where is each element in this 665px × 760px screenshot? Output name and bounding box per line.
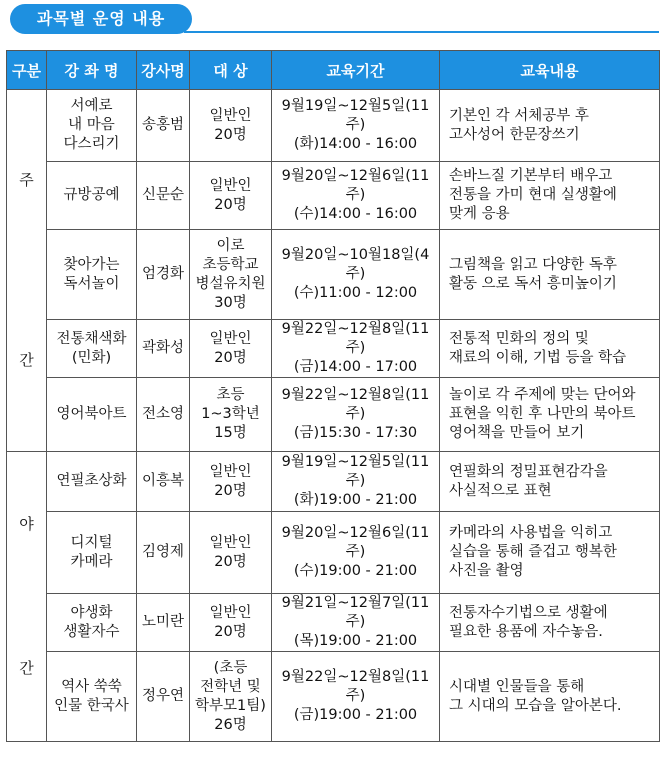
header-content: 교육내용 <box>440 51 660 90</box>
teacher-name: 신문순 <box>137 162 190 230</box>
division-night <box>7 452 47 742</box>
content: 손바느질 기본부터 배우고 전통을 가미 현대 실생활에 맞게 응용 <box>440 162 660 230</box>
table-row <box>7 512 660 594</box>
target: (초등 전학년 및 학부모1팀) 26명 <box>190 652 272 742</box>
content: 카메라의 사용법을 익히고 실습을 통해 즐겁고 행복한 사진을 촬영 <box>440 512 660 594</box>
teacher-name: 전소영 <box>137 378 190 452</box>
course-name: 연필초상화 <box>47 452 137 512</box>
target: 일반인 20명 <box>190 320 272 378</box>
section-title: 과목별 운영 내용 <box>10 4 192 34</box>
header-division: 구분 <box>7 51 47 90</box>
teacher-name: 김영제 <box>137 512 190 594</box>
division-day-char-2: 간 <box>19 351 34 370</box>
target: 일반인 20명 <box>190 452 272 512</box>
content: 연필화의 정밀표현감각을 사실적으로 표현 <box>440 452 660 512</box>
content: 기본인 각 서체공부 후 고사성어 한문장쓰기 <box>440 90 660 162</box>
division-night-char-1: 야 <box>19 514 34 533</box>
teacher-name: 정우연 <box>137 652 190 742</box>
table-row <box>7 652 660 742</box>
period: 9월22일~12월8일(11주) (금)19:00 - 21:00 <box>272 652 440 742</box>
teacher-name: 이흥복 <box>137 452 190 512</box>
course-name: 역사 쑥쑥 인물 한국사 <box>47 652 137 742</box>
table-row <box>7 452 660 512</box>
course-name: 디지털 카메라 <box>47 512 137 594</box>
table-header-row <box>7 51 660 90</box>
period: 9월20일~12월6일(11주) (수)14:00 - 16:00 <box>272 162 440 230</box>
course-name: 영어북아트 <box>47 378 137 452</box>
teacher-name: 노미란 <box>137 594 190 652</box>
course-name: 서예로 내 마음 다스리기 <box>47 90 137 162</box>
target: 일반인 20명 <box>190 594 272 652</box>
content: 전통자수기법으로 생활에 필요한 용품에 자수놓음. <box>440 594 660 652</box>
period: 9월19일~12월5일(11주) (화)14:00 - 16:00 <box>272 90 440 162</box>
header-target: 대 상 <box>190 51 272 90</box>
table-row <box>7 378 660 452</box>
table-row <box>7 320 660 378</box>
table-row <box>7 594 660 652</box>
target: 초등 1~3학년 15명 <box>190 378 272 452</box>
teacher-name: 엄경화 <box>137 230 190 320</box>
content: 놀이로 각 주제에 맞는 단어와 표현을 익힌 후 나만의 북아트 영어책을 만들어 보기 <box>440 378 660 452</box>
target: 일반인 20명 <box>190 90 272 162</box>
table-row <box>7 162 660 230</box>
content: 전통적 민화의 정의 및 재료의 이해, 기법 등을 학습 <box>440 320 660 378</box>
title-underline <box>184 31 659 33</box>
course-name: 찾아가는 독서놀이 <box>47 230 137 320</box>
period: 9월19일~12월5일(11주) (화)19:00 - 21:00 <box>272 452 440 512</box>
header-period: 교육기간 <box>272 51 440 90</box>
target: 일반인 20명 <box>190 512 272 594</box>
teacher-name: 송홍범 <box>137 90 190 162</box>
division-day <box>7 90 47 452</box>
period: 9월20일~12월6일(11주) (수)19:00 - 21:00 <box>272 512 440 594</box>
target: 일반인 20명 <box>190 162 272 230</box>
content: 시대별 인물들을 통해 그 시대의 모습을 알아본다. <box>440 652 660 742</box>
content: 그림책을 읽고 다양한 독후 활동 으로 독서 흥미높이기 <box>440 230 660 320</box>
target: 이로 초등학교 병설유치원 30명 <box>190 230 272 320</box>
period: 9월21일~12월7일(11주) (목)19:00 - 21:00 <box>272 594 440 652</box>
table-row <box>7 230 660 320</box>
course-name: 규방공예 <box>47 162 137 230</box>
table-row <box>7 90 660 162</box>
teacher-name: 곽화성 <box>137 320 190 378</box>
period: 9월22일~12월8일(11주) (금)14:00 - 17:00 <box>272 320 440 378</box>
division-night-char-2: 간 <box>19 659 34 678</box>
header-course: 강 좌 명 <box>47 51 137 90</box>
division-day-char-1: 주 <box>19 170 34 189</box>
course-name: 전통채색화 (민화) <box>47 320 137 378</box>
period: 9월22일~12월8일(11주) (금)15:30 - 17:30 <box>272 378 440 452</box>
header-teacher: 강사명 <box>137 51 190 90</box>
period: 9월20일~10월18일(4주) (수)11:00 - 12:00 <box>272 230 440 320</box>
course-table <box>6 50 660 742</box>
course-name: 야생화 생활자수 <box>47 594 137 652</box>
